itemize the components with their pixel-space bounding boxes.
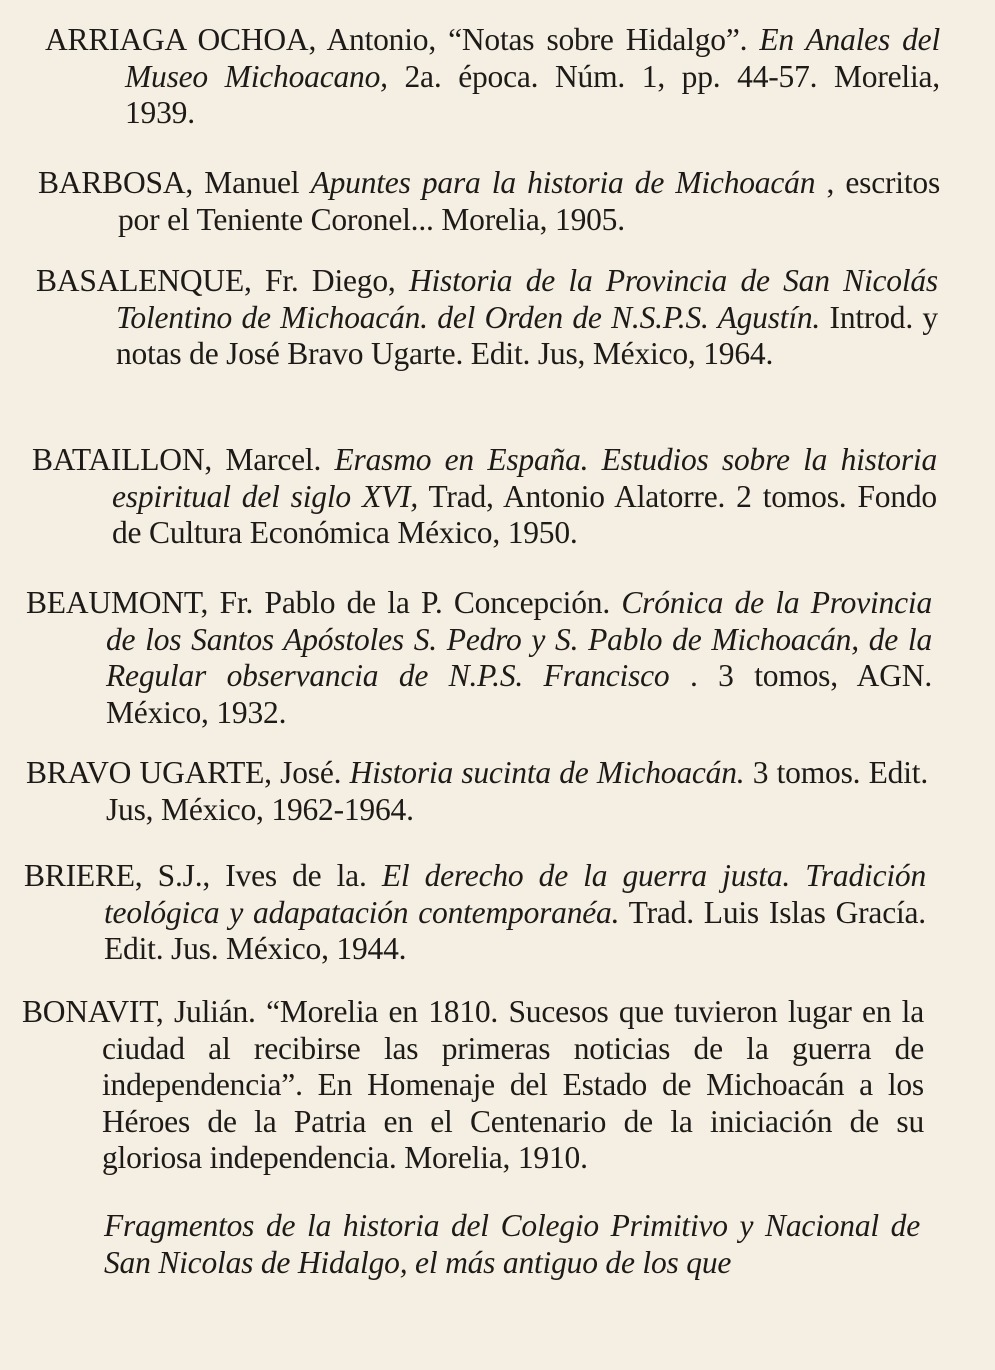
entry-title: En Anales del Museo Michoacano, — [125, 22, 940, 94]
bibliography-entry — [26, 755, 928, 828]
entry-text: Antonio, “Notas sobre Hidalgo”. — [316, 22, 760, 57]
bibliography-entry — [32, 442, 937, 552]
entry-title: Historia sucinta de Michoacán. — [349, 755, 745, 790]
entry-author: BATAILLON, — [32, 442, 213, 477]
entry-author: BARBOSA, — [38, 165, 194, 200]
entry-author: BEAUMONT, — [26, 585, 209, 620]
entry-author: BONAVIT, — [22, 994, 164, 1029]
entry-title: Erasmo en España. Estudios sobre la historia espiritual del siglo XVI, — [112, 442, 937, 514]
entry-text: , escritos por el Teniente Coronel... Morelia, 1905. — [118, 165, 940, 237]
bibliography-entry — [45, 22, 940, 132]
entry-text: 2a. época. Núm. 1, pp. 44-57. Morelia, 1939. — [125, 58, 940, 130]
entry-author: ARRIAGA OCHOA, — [45, 22, 317, 57]
entry-author: BRAVO UGARTE, — [26, 755, 272, 790]
bibliography-entry — [36, 263, 938, 373]
entry-text: Manuel — [193, 165, 311, 200]
bibliography-entry — [38, 165, 940, 238]
bibliography-entry — [24, 858, 927, 968]
entry-text: José. — [271, 755, 350, 790]
entry-title: Apuntes para la historia de Michoacán — [310, 165, 816, 200]
continuation-paragraph — [104, 1208, 920, 1281]
bibliography-entry — [22, 994, 924, 1177]
entry-text: Fr. Diego, — [251, 263, 409, 298]
entry-text: Fr. Pablo de la P. Concepción. — [208, 585, 622, 620]
entry-text: Trad. Luis Islas Gracía. Edit. Jus. México, 1944. — [104, 894, 926, 966]
continuation-title: Fragmentos de la historia del Colegio Primitivo y Nacional de San Nicolas de Hidalgo, el más antiguo de los que — [104, 1208, 920, 1280]
entry-title: El derecho de la guerra justa. Tradición teológica y adapatación contemporanéa. — [104, 858, 927, 930]
entry-text: Introd. y notas de José Bravo Ugarte. Edit. Jus, México, 1964. — [116, 299, 938, 371]
entry-text: Julián. “Morelia en 1810. Sucesos que tuvieron lugar en la ciudad al recibirse las primeras noticias de la guerra de independencia”. En Homenaje del Estado de Michoacán a los Héroes de la Patria en el Centenario de la iniciación de su gloriosa independencia. Morelia, 1910. — [102, 994, 924, 1175]
bibliography-entry — [26, 585, 932, 731]
entry-author: BASALENQUE, — [36, 263, 252, 298]
entry-text: S.J., Ives de la. — [142, 858, 382, 893]
entry-text: . 3 tomos, AGN. México, 1932. — [106, 658, 932, 730]
entry-author: BRIERE, — [24, 858, 143, 893]
entry-text: Trad, Antonio Alatorre. 2 tomos. Fondo de Cultura Económica México, 1950. — [112, 478, 937, 550]
entry-title: Historia de la Provincia de San Nicolás Tolentino de Michoacán. del Orden de N.S.P.S. Agustín. — [116, 263, 938, 335]
entry-text: 3 tomos. Edit. Jus, México, 1962-1964. — [106, 755, 928, 827]
entry-title: Crónica de la Provincia de los Santos Apóstoles S. Pedro y S. Pablo de Michoacán, de la Regular observancia de N.P.S. Francisco — [106, 585, 932, 693]
entry-text: Marcel. — [212, 442, 335, 477]
